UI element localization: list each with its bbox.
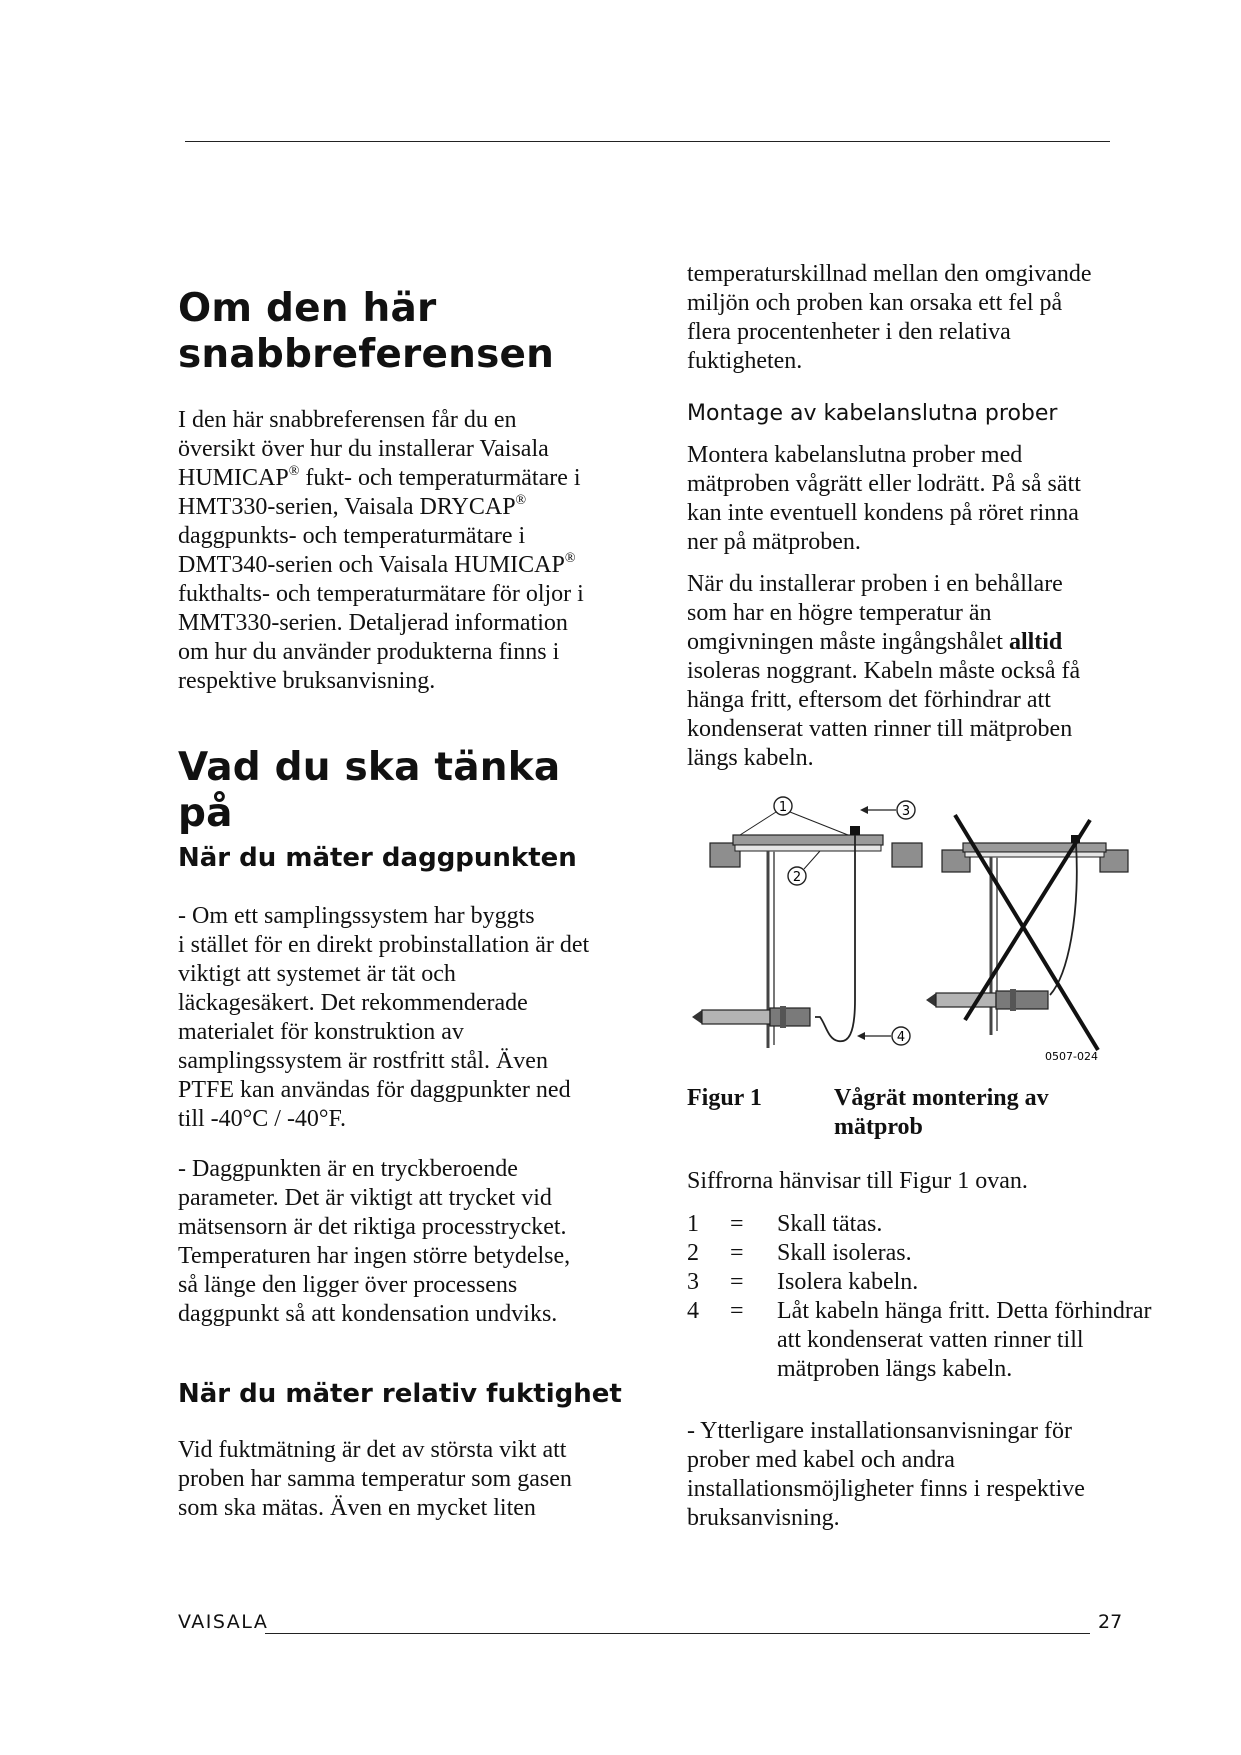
page-number: 27 <box>1098 1611 1123 1633</box>
text-line: När du installerar proben i en behållare <box>687 571 1063 597</box>
text-line: HUMICAP <box>178 465 289 491</box>
text-line: - Daggpunkten är en tryckberoende <box>178 1156 518 1182</box>
text-line: - Om ett samplingssystem har byggts <box>178 903 535 929</box>
callout-3-label: 3 <box>901 804 911 819</box>
probe-collar-2 <box>1010 989 1016 1011</box>
incorrect-installation <box>926 815 1128 1050</box>
registered-mark: ® <box>564 551 576 566</box>
callout-1-label: 1 <box>778 800 788 815</box>
text-line: mätproben vågrätt eller lodrätt. På så sätt <box>687 471 1081 497</box>
figure-caption <box>687 1084 1147 1144</box>
caption-title-line2: mätprob <box>834 1114 923 1140</box>
text-line: att kondenserat vatten rinner till <box>777 1327 1084 1353</box>
cable-gland <box>850 826 860 835</box>
registered-mark: ® <box>515 493 527 508</box>
text-line: så länge den ligger över processens <box>178 1272 518 1298</box>
text-line: installationsmöjligheter finns i respektive <box>687 1476 1085 1502</box>
continued-paragraph <box>687 260 1147 376</box>
legend-number: 2 <box>687 1240 699 1266</box>
title-line: Om den här <box>178 286 437 331</box>
legend-number: 3 <box>687 1269 699 1295</box>
text-line: Låt kabeln hänga fritt. Detta förhindrar <box>777 1298 1152 1324</box>
legend-number: 4 <box>687 1298 699 1324</box>
text-line: - Ytterligare installationsanvisningar för <box>687 1418 1072 1444</box>
legend-text: Skall tätas. <box>777 1211 883 1237</box>
top-plate-2 <box>963 843 1106 852</box>
callout-3-arrowhead <box>860 806 868 814</box>
text-line: omgivningen måste ingångshålet <box>687 629 1009 655</box>
dewpoint-paragraph-2 <box>178 1155 628 1329</box>
legend-text: Isolera kabeln. <box>777 1269 919 1295</box>
callout-1-leader-b <box>790 812 848 835</box>
left-column <box>178 286 618 378</box>
mount-heading: Montage av kabelanslutna prober <box>687 401 1058 426</box>
legend-list <box>687 1210 1217 1390</box>
text-line: I den här snabbreferensen får du en <box>178 407 517 433</box>
probe-handle <box>770 1008 810 1026</box>
section-title-considerations-wrap <box>178 745 618 837</box>
dewpoint-heading-wrap <box>178 842 618 874</box>
text-line: HMT330-serien, Vaisala DRYCAP <box>178 494 516 520</box>
legend-item <box>687 1210 1207 1239</box>
cable <box>815 835 855 1041</box>
text-line: Temperaturen har ingen större betydelse, <box>178 1243 571 1269</box>
text-line: prober med kabel och andra <box>687 1447 955 1473</box>
text-line: översikt över hur du installerar Vaisala <box>178 436 549 462</box>
text-line: DMT340-serien och Vaisala HUMICAP <box>178 552 565 578</box>
text-line: daggpunkts- och temperaturmätare i <box>178 523 526 549</box>
callout-2-leader <box>804 851 820 869</box>
flange-right-block <box>892 843 922 867</box>
top-plate <box>733 835 883 845</box>
rh-paragraph <box>178 1436 628 1523</box>
text-line: viktigt att systemet är tät och <box>178 961 456 987</box>
text-line: isoleras noggrant. Kabeln måste också få <box>687 658 1081 684</box>
text-line: kondenserat vatten rinner till mätproben <box>687 716 1073 742</box>
text-line: temperaturskillnad mellan den omgivande <box>687 261 1092 287</box>
caption-label: Figur 1 <box>687 1085 762 1111</box>
mount-paragraph-2 <box>687 570 1147 773</box>
probe-handle-2 <box>996 991 1048 1009</box>
text-line: bruksanvisning. <box>687 1505 840 1531</box>
reference-text: Siffrorna hänvisar till Figur 1 ovan. <box>687 1168 1028 1194</box>
emphasis-always: alltid <box>1008 629 1063 655</box>
text-line: längs kabeln. <box>687 745 814 771</box>
probe-tip-2 <box>926 993 936 1007</box>
insulation-plate <box>735 845 881 851</box>
text-line: MMT330-serien. Detaljerad information <box>178 610 568 636</box>
callout-1-leader-a <box>740 812 776 835</box>
text-line: materialet för konstruktion av <box>178 1019 464 1045</box>
text-line: PTFE kan användas för daggpunkter ned <box>178 1077 571 1103</box>
callout-4-arrowhead <box>857 1032 865 1040</box>
legend-equals: = <box>730 1240 744 1266</box>
rh-heading: När du mäter relativ fuktighet <box>178 1379 622 1409</box>
legend-equals: = <box>730 1211 744 1237</box>
mounting-figure <box>680 795 1130 1075</box>
legend-number: 1 <box>687 1211 699 1237</box>
text-line: till -40°C / -40°F. <box>178 1106 346 1132</box>
insulation-plate-2 <box>965 852 1104 857</box>
callout-2-label: 2 <box>792 870 802 885</box>
probe-body <box>702 1010 770 1024</box>
dewpoint-heading: När du mäter daggpunkten <box>178 843 577 873</box>
text-line: som har en högre temperatur än <box>687 600 992 626</box>
text-line: ner på mätproben. <box>687 529 861 555</box>
text-line: läckagesäkert. Det rekommenderade <box>178 990 528 1016</box>
legend-text <box>777 1297 1217 1384</box>
text-line: miljön och proben kan orsaka ett fel på <box>687 290 1063 316</box>
figure-code: 0507-024 <box>1045 1050 1098 1063</box>
mount-paragraph-1 <box>687 441 1147 557</box>
text-line: som ska mätas. Även en mycket liten <box>178 1495 536 1521</box>
callout-4-label: 4 <box>896 1030 906 1045</box>
legend-text: Skall isoleras. <box>777 1240 912 1266</box>
section-title-about <box>178 286 618 378</box>
dewpoint-paragraph-1 <box>178 902 628 1134</box>
text-line: daggpunkt så att kondensation undviks. <box>178 1301 558 1327</box>
text-line: fukt- och temperaturmätare i <box>299 465 581 491</box>
text-line: Vid fuktmätning är det av största vikt att <box>178 1437 567 1463</box>
probe-tip <box>692 1010 702 1024</box>
text-line: mätproben längs kabeln. <box>777 1356 1013 1382</box>
title-line: snabbreferensen <box>178 332 555 377</box>
section-title-considerations: Vad du ska tänka på <box>178 745 561 836</box>
legend-equals: = <box>730 1298 744 1324</box>
rh-heading-wrap <box>178 1378 628 1410</box>
text-line: i stället för en direkt probinstallation är det <box>178 932 590 958</box>
legend-item <box>687 1239 1207 1268</box>
text-line: hänga fritt, eftersom det förhindrar att <box>687 687 1051 713</box>
header-rule <box>185 141 1110 142</box>
probe-body-2 <box>936 993 996 1007</box>
text-line: respektive bruksanvisning. <box>178 668 436 694</box>
final-paragraph <box>687 1417 1147 1533</box>
text-line: proben har samma temperatur som gasen <box>178 1466 572 1492</box>
text-line: samplingssystem är rostfritt stål. Även <box>178 1048 548 1074</box>
text-line: parameter. Det är viktigt att trycket vid <box>178 1185 552 1211</box>
text-line: fuktigheten. <box>687 348 803 374</box>
footer-rule <box>265 1633 1090 1634</box>
caption-title-line1: Vågrät montering av <box>834 1085 1049 1111</box>
legend-item <box>687 1268 1207 1297</box>
text-line: kan inte eventuell kondens på röret rinna <box>687 500 1079 526</box>
text-line: Montera kabelanslutna prober med <box>687 442 1023 468</box>
intro-paragraph <box>178 406 618 696</box>
text-line: mätsensorn är det riktiga processtrycket. <box>178 1214 567 1240</box>
text-line: fukthalts- och temperaturmätare för oljor i <box>178 581 584 607</box>
text-line: om hur du använder produkterna finns i <box>178 639 560 665</box>
registered-mark: ® <box>288 464 300 479</box>
correct-installation <box>692 797 922 1048</box>
legend-equals: = <box>730 1269 744 1295</box>
footer-brand: VAISALA <box>178 1611 269 1633</box>
text-line: flera procentenheter i den relativa <box>687 319 1011 345</box>
probe-collar <box>780 1006 786 1028</box>
legend-item <box>687 1297 1207 1384</box>
